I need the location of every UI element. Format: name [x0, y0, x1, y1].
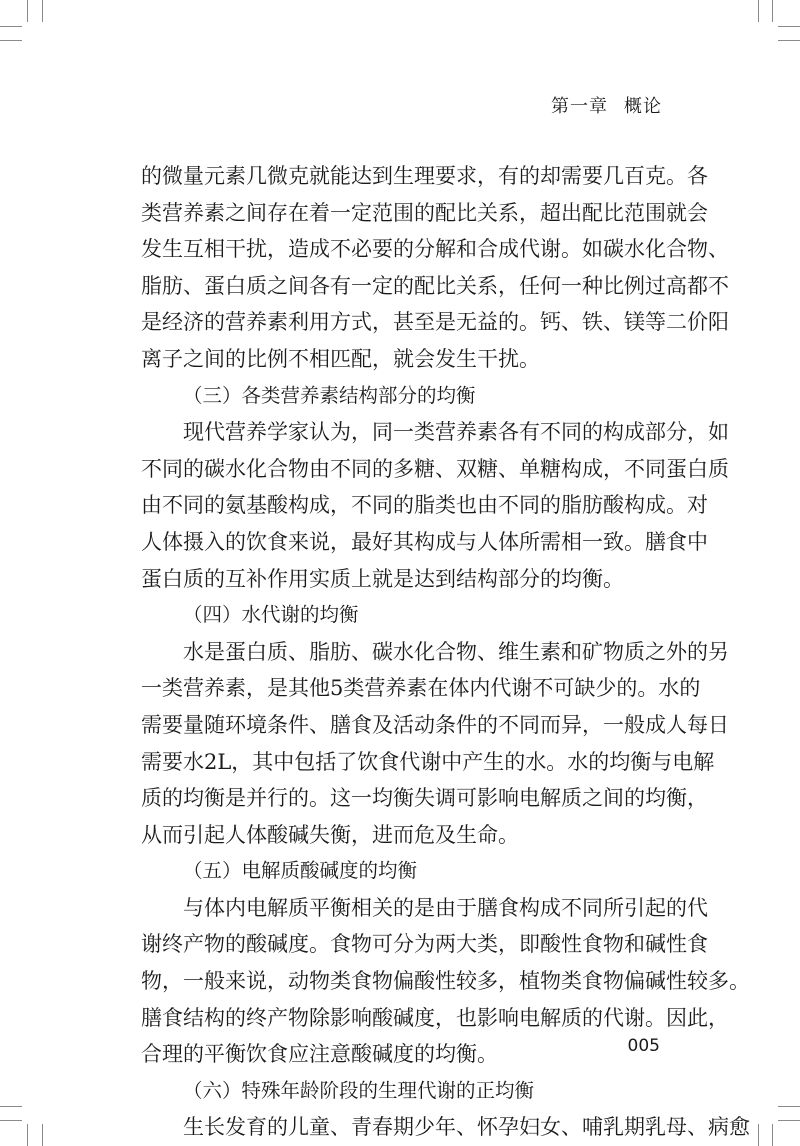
text-line: 由不同的氨基酸构成，不同的脂类也由不同的脂肪酸构成。对: [141, 493, 708, 518]
text-line: 离子之间的比例不相匹配，就会发生干扰。: [141, 346, 540, 371]
crop-mark-bottom-right-v2: [772, 1124, 773, 1146]
section-heading: （四）水代谢的均衡: [183, 603, 359, 627]
text-line: 生长发育的儿童、青春期少年、怀孕妇女、哺乳期乳母、病愈: [183, 1115, 750, 1140]
text-line: 是经济的营养素利用方式，甚至是无益的。钙、铁、镁等二价阳: [141, 310, 729, 335]
crop-mark-top-left-v2: [42, 0, 43, 22]
text-line: 不同的碳水化合物由不同的多糖、双糖、单糖构成，不同蛋白质: [141, 456, 729, 481]
text-line: 谢终产物的酸碱度。食物可分为两大类，即酸性食物和碱性食: [141, 932, 708, 957]
text-line: 水是蛋白质、脂肪、碳水化合物、维生素和矿物质之外的另: [183, 639, 729, 664]
text-line: 发生互相干扰，造成不必要的分解和合成代谢。如碳水化合物、: [141, 237, 729, 262]
crop-mark-top-left-v: [27, 0, 28, 22]
text-line: 物，一般来说，动物类食物偏酸性较多，植物类食物偏碱性较多。: [141, 969, 750, 994]
crop-mark-bottom-left-v2: [42, 1124, 43, 1146]
crop-mark-bottom-right-v: [758, 1124, 759, 1146]
text-line: 一类营养素，是其他5类营养素在体内代谢不可缺少的。水的: [141, 676, 701, 701]
text-line: 质的均衡是并行的。这一均衡失调可影响电解质之间的均衡，: [141, 786, 708, 811]
text-line: 的微量元素几微克就能达到生理要求，有的却需要几百克。各: [141, 164, 708, 188]
crop-mark-bottom-left-v: [27, 1124, 28, 1146]
text-line: 现代营养学家认为，同一类营养素各有不同的构成部分，如: [183, 420, 729, 445]
page-number: 005: [627, 1036, 660, 1056]
text-line: 膳食结构的终产物除影响酸碱度，也影响电解质的代谢。因此，: [141, 1005, 729, 1030]
text-line: 与体内电解质平衡相关的是由于膳食构成不同所引起的代: [183, 895, 708, 920]
crop-mark-top-right-h2: [778, 40, 800, 41]
crop-mark-top-right-v2: [772, 0, 773, 22]
crop-mark-bottom-left-h: [0, 1106, 22, 1107]
crop-mark-top-left-h2: [0, 40, 22, 41]
chapter-label: 第一章: [551, 96, 608, 117]
text-line: 需要量随环境条件、膳食及活动条件的不同而异，一般成人每日: [141, 712, 729, 737]
section-heading: （三）各类营养素结构部分的均衡: [183, 383, 476, 407]
text-line: 合理的平衡饮食应注意酸碱度的均衡。: [141, 1042, 498, 1067]
crop-mark-bottom-right-h2: [778, 1120, 800, 1121]
section-heading: （五）电解质酸碱度的均衡: [183, 859, 418, 883]
crop-mark-top-right-h: [778, 26, 800, 27]
crop-mark-top-left-h: [0, 26, 22, 27]
text-line: 类营养素之间存在着一定范围的配比关系，超出配比范围就会: [141, 200, 708, 225]
running-header: [551, 92, 662, 118]
section-heading: （六）特殊年龄阶段的生理代谢的正均衡: [183, 1078, 535, 1102]
body-text: [141, 158, 750, 1146]
crop-mark-top-right-v: [758, 0, 759, 22]
text-line: 脂肪、蛋白质之间各有一定的配比关系，任何一种比例过高都不: [141, 273, 729, 298]
text-line: 蛋白质的互补作用实质上就是达到结构部分的均衡。: [141, 566, 624, 591]
crop-mark-bottom-right-h: [778, 1106, 800, 1107]
text-line: 从而引起人体酸碱失衡，进而危及生命。: [141, 822, 519, 847]
chapter-title: 概论: [624, 96, 662, 117]
text-line: 人体摄入的饮食来说，最好其构成与人体所需相一致。膳食中: [141, 529, 708, 554]
text-line: 需要水2L，其中包括了饮食代谢中产生的水。水的均衡与电解: [141, 749, 715, 774]
crop-mark-bottom-left-h2: [0, 1120, 22, 1121]
